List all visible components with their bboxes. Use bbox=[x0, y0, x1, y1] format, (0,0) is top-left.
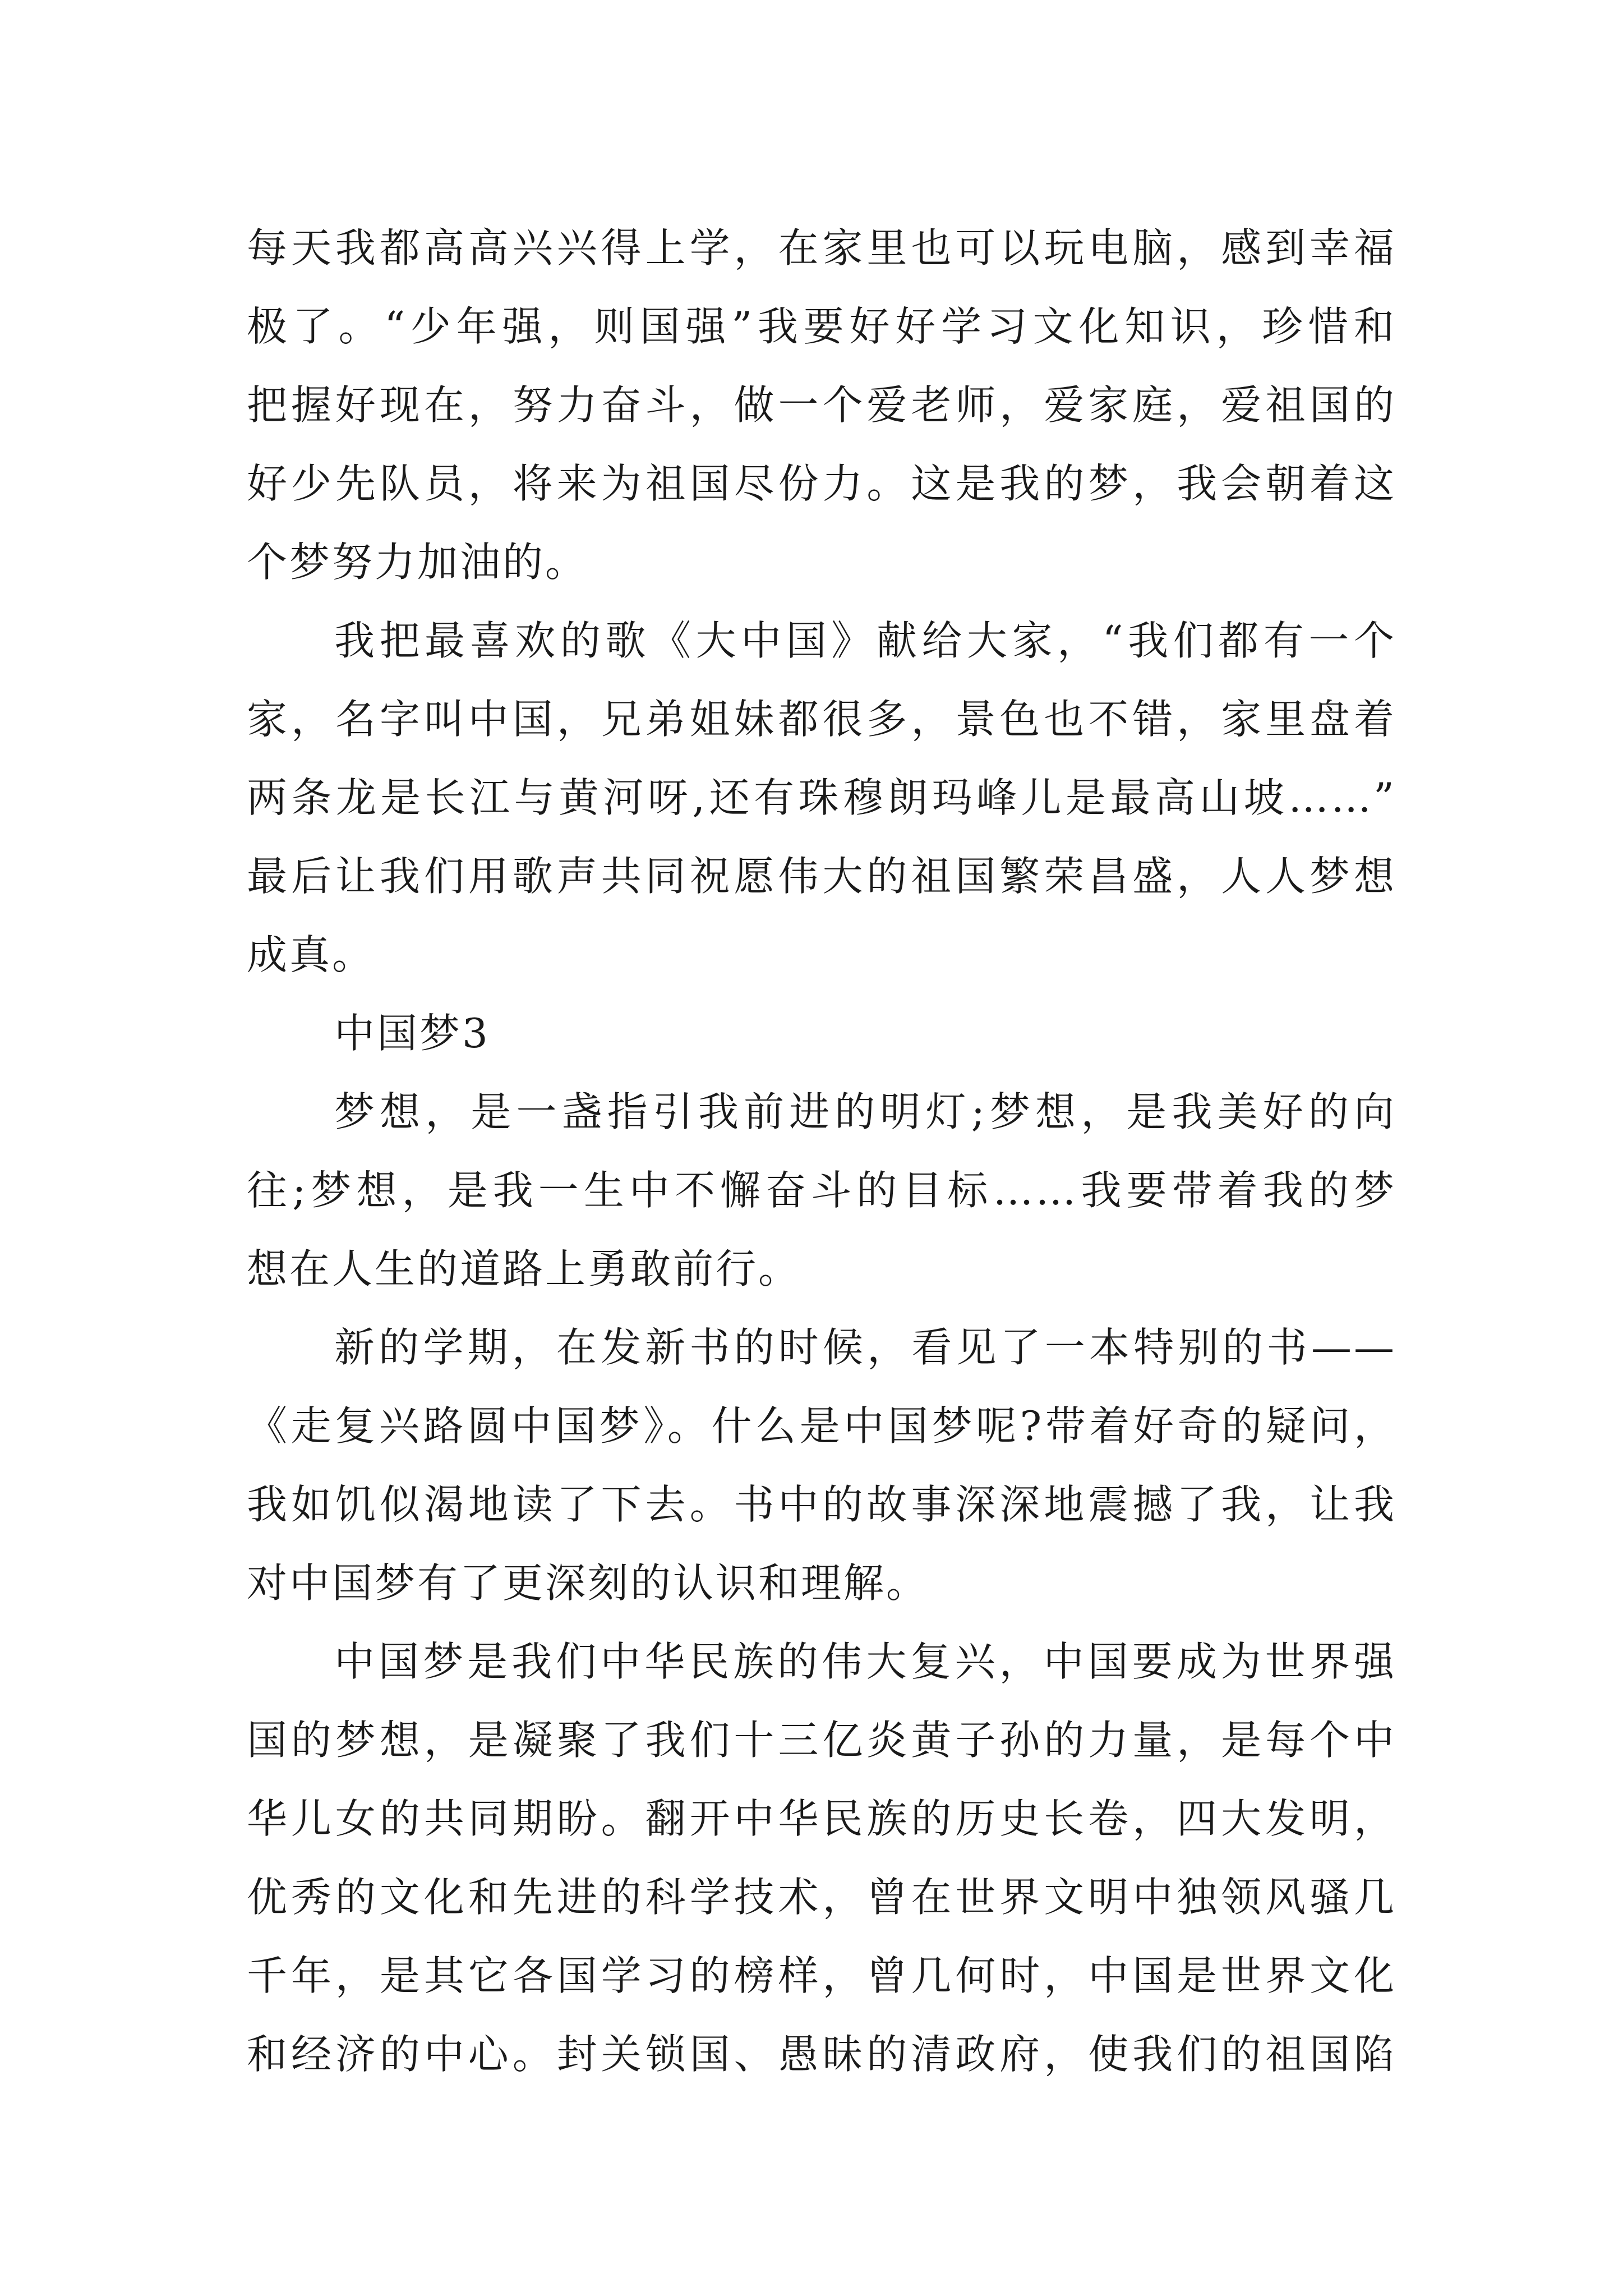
text-line: 《走复兴路圆中国梦》。什么是中国梦呢?带着好奇的疑问， bbox=[247, 1402, 1396, 1450]
text-line: 想在人生的道路上勇敢前行。 bbox=[247, 1245, 801, 1292]
text-line: 最后让我们用歌声共同祝愿伟大的祖国繁荣昌盛，人人梦想 bbox=[247, 853, 1396, 900]
text-line: 好少先队员，将来为祖国尽份力。这是我的梦，我会朝着这 bbox=[247, 460, 1396, 507]
text-line: 新的学期，在发新书的时候，看见了一本特别的书—— bbox=[334, 1324, 1396, 1371]
text-line: 中国梦是我们中华民族的伟大复兴，中国要成为世界强 bbox=[334, 1638, 1396, 1685]
text-line: 国的梦想，是凝聚了我们十三亿炎黄子孙的力量，是每个中 bbox=[247, 1717, 1396, 1764]
text-line: 每天我都高高兴兴得上学，在家里也可以玩电脑，感到幸福 bbox=[247, 224, 1396, 272]
text-line: 梦想，是一盏指引我前进的明灯;梦想，是我美好的向 bbox=[334, 1088, 1396, 1135]
text-line: 家，名字叫中国，兄弟姐妹都很多，景色也不错，家里盘着 bbox=[247, 696, 1396, 743]
text-line: 两条龙是长江与黄河呀,还有珠穆朗玛峰儿是最高山坡……” bbox=[247, 774, 1396, 821]
text-line: 我如饥似渴地读了下去。书中的故事深深地震撼了我，让我 bbox=[247, 1481, 1396, 1528]
text-line: 成真。 bbox=[247, 931, 375, 978]
body-text bbox=[247, 209, 1396, 2093]
text-line: 华儿女的共同期盼。翻开中华民族的历史长卷，四大发明， bbox=[247, 1795, 1396, 1842]
text-line: 和经济的中心。封关锁国、愚昧的清政府，使我们的祖国陷 bbox=[247, 2031, 1396, 2078]
text-line: 千年，是其它各国学习的榜样，曾几何时，中国是世界文化 bbox=[247, 1952, 1396, 1999]
text-line: 往;梦想，是我一生中不懈奋斗的目标……我要带着我的梦 bbox=[247, 1167, 1396, 1214]
text-line: 我把最喜欢的歌《大中国》献给大家，“我们都有一个 bbox=[334, 617, 1396, 664]
text-line: 极了。“少年强，则国强”我要好好学习文化知识，珍惜和 bbox=[247, 303, 1396, 350]
text-line: 个梦努力加油的。 bbox=[247, 539, 588, 586]
text-line: 对中国梦有了更深刻的认识和理解。 bbox=[247, 1559, 929, 1607]
text-line: 把握好现在，努力奋斗，做一个爱老师，爱家庭，爱祖国的 bbox=[247, 381, 1396, 429]
section-heading: 中国梦3 bbox=[334, 1010, 490, 1057]
text-line: 优秀的文化和先进的科学技术，曾在世界文明中独领风骚几 bbox=[247, 1874, 1396, 1921]
